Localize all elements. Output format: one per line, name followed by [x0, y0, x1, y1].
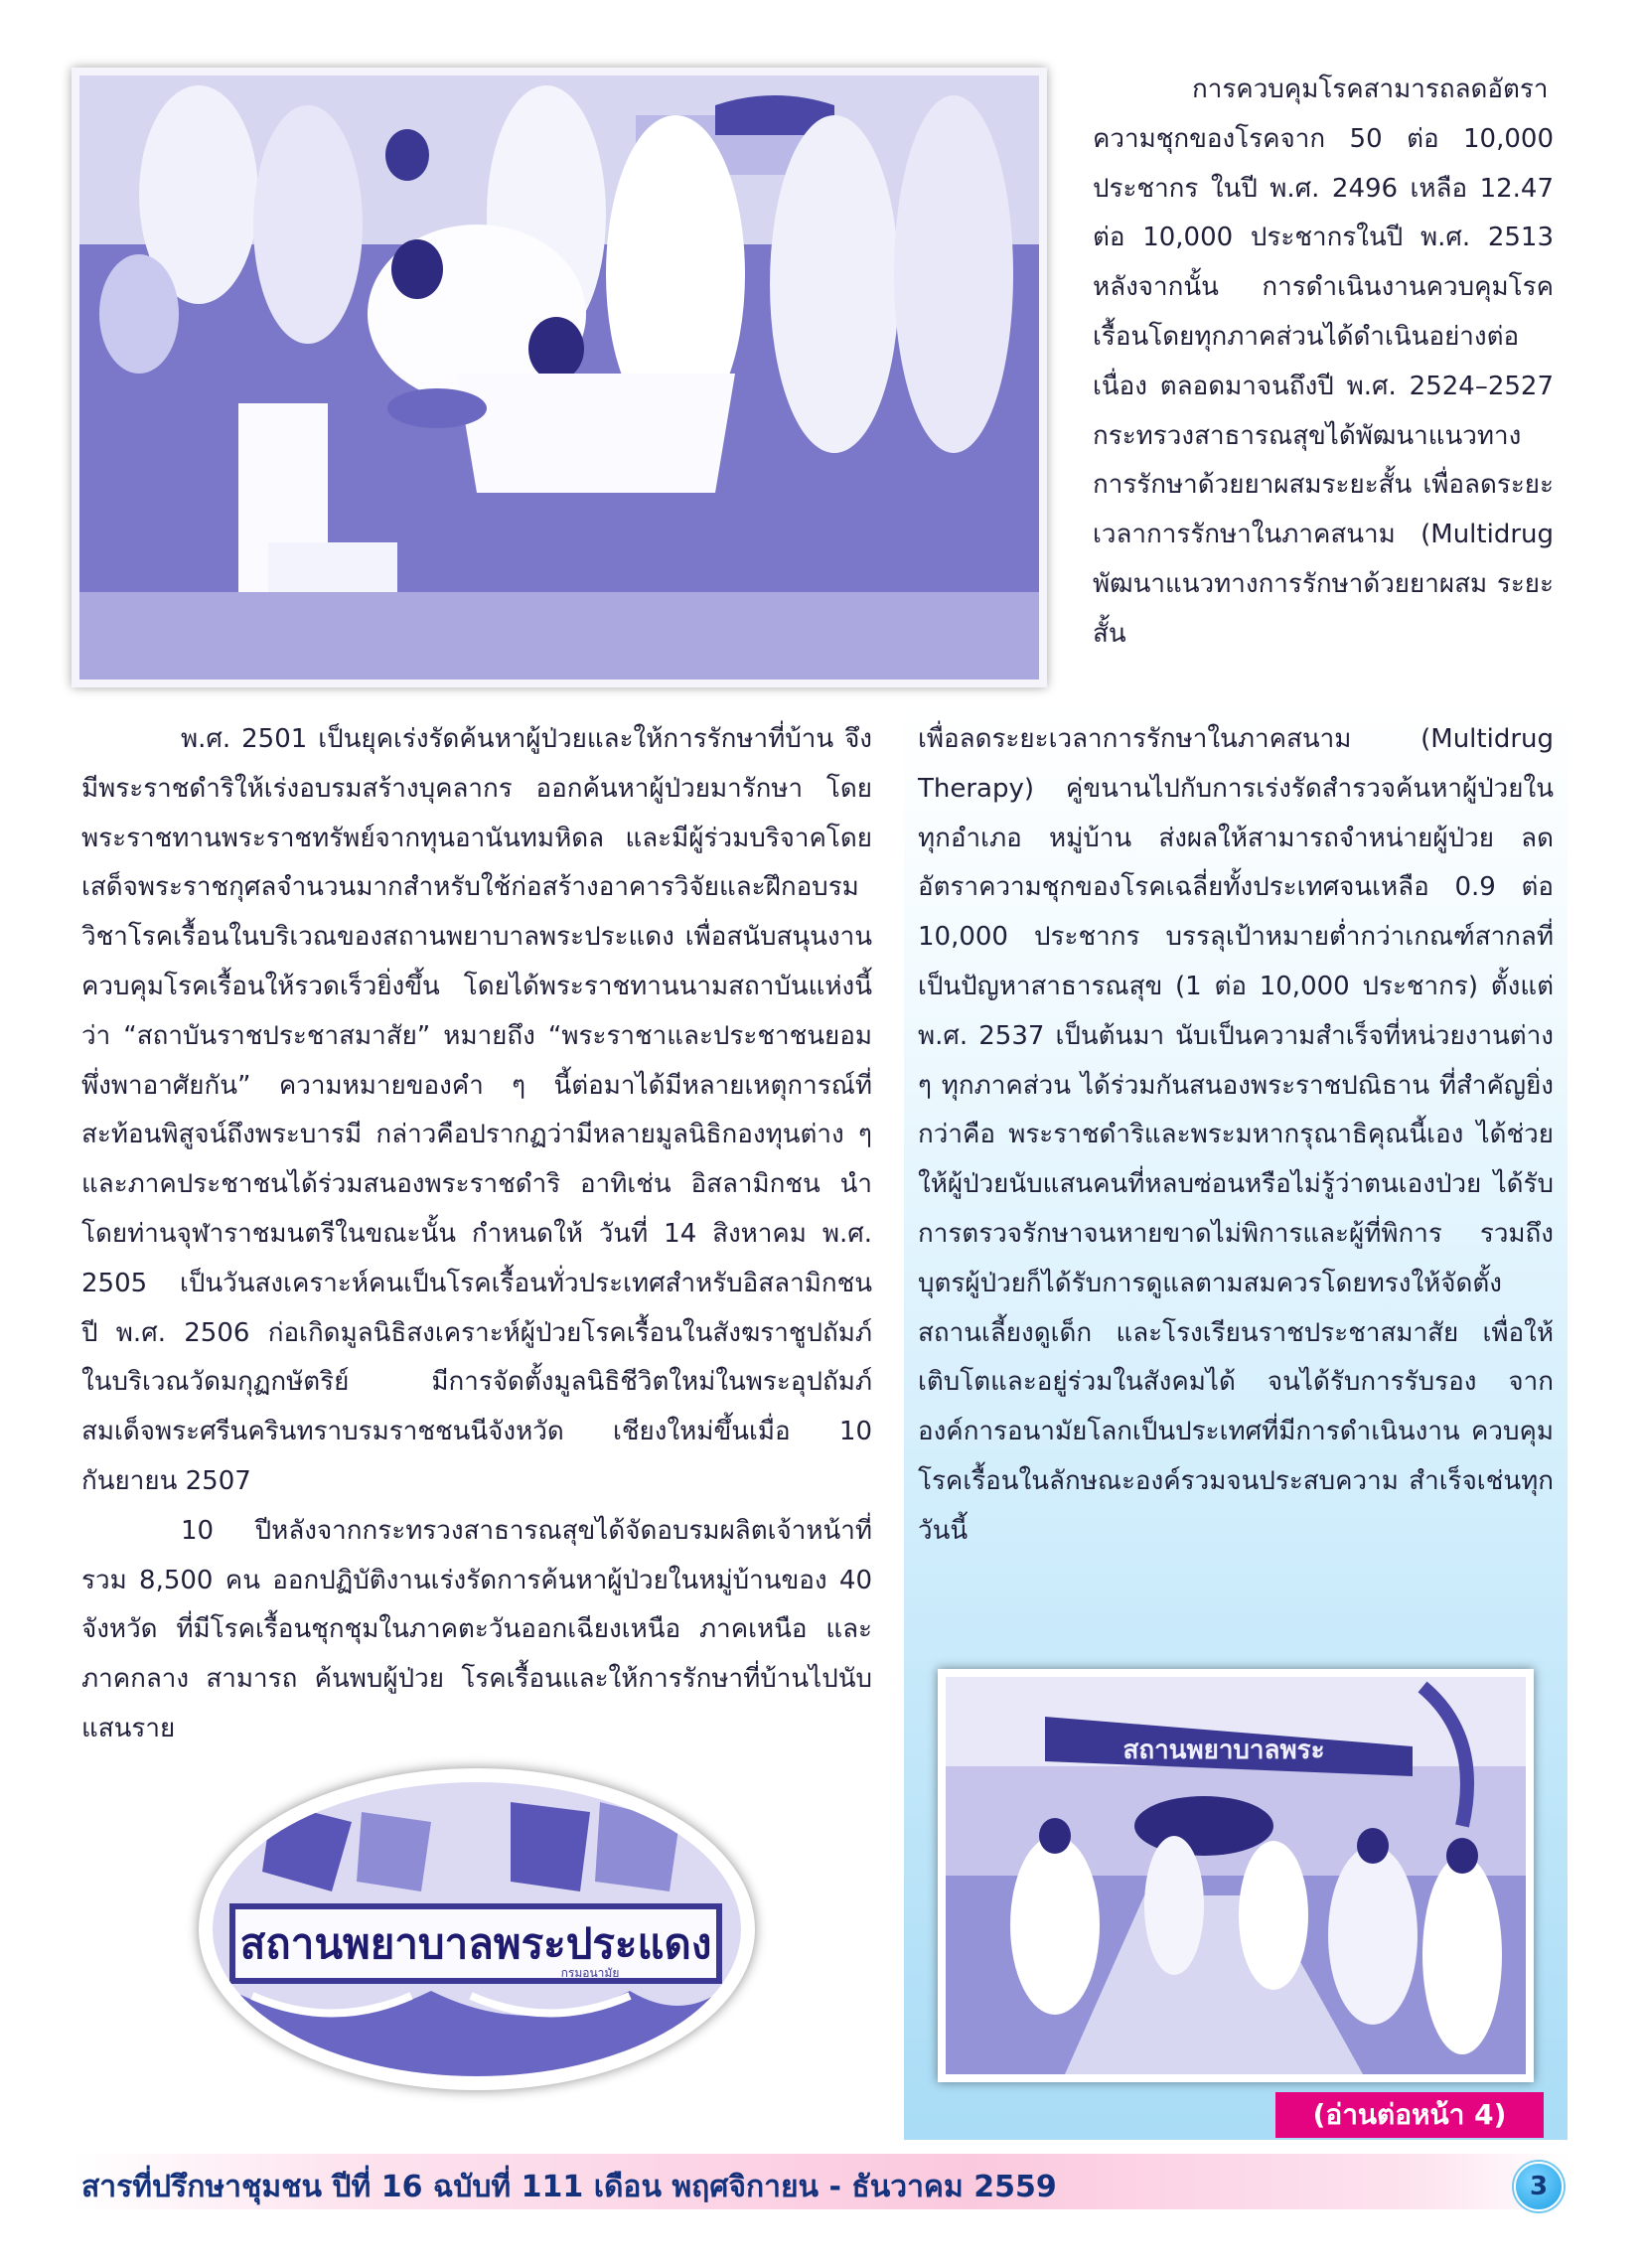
right-column	[918, 715, 1554, 1557]
hospital-sign-text: สถานพยาบาลพระประแดง	[239, 1919, 712, 1968]
left-paragraph-1: พ.ศ. 2501 เป็นยุคเร่งรัดค้นหาผู้ป่วยและให้การรักษาที่บ้าน จึงมีพระราชดำริให้เร่งอบรมสร้างบุคลากร ออกค้นหาผู้ป่วยมารักษา โดยพระราชทานพระราชทรัพย์จากทุนอานันทมหิดล และมีผู้ร่วมบริจาคโดยเสด็จพระราชกุศลจำนวนมากสำหรับใช้ก่อสร้างอาคารวิจัยและฝึกอบรมวิชาโรคเรื้อนในบริเวณของสถานพยาบาลพระประแดง เพื่อสนับสนุนงานควบคุมโรคเรื้อนให้รวดเร็วยิ่งขึ้น โดยได้พระราชทานนามสถาบันแห่งนี้ว่า “สถาบันราชประชาสมาสัย” หมายถึง “พระราชาและประชาชนยอมพึ่งพาอาศัยกัน” ความหมายของคำ ๆ นี้ต่อมาได้มีหลายเหตุการณ์ที่สะท้อนพิสูจน์ถึงพระบารมี กล่าวคือปรากฏว่ามีหลายมูลนิธิกองทุนต่าง ๆ และภาคประชาชนได้ร่วมสนองพระราชดำริ อาทิเช่น อิสลามิกชน นำโดยท่านจุฬาราชมนตรีในขณะนั้น กำหนดให้ วันที่ 14 สิงหาคม พ.ศ. 2505 เป็นวันสงเคราะห์คนเป็นโรคเรื้อนทั่วประเทศสำหรับอิสลามิกชน ปี พ.ศ. 2506 ก่อเกิดมูลนิธิสงเคราะห์ผู้ป่วยโรคเรื้อนในสังฆราชูปถัมภ์ ในบริเวณวัดมกุฏกษัตริย์ มีการจัดตั้งมูลนิธิชีวิตใหม่ในพระอุปถัมภ์ สมเด็จพระศรีนครินทราบรมราชชนนีจังหวัด เชียงใหม่ขึ้นเมื่อ 10 กันยายน 2507	[81, 724, 872, 1496]
hospital-sign-image	[213, 1782, 741, 2076]
procession-image	[946, 1677, 1526, 2074]
ceremony-photo	[72, 68, 1047, 687]
continue-on-page-badge: (อ่านต่อหน้า 4)	[1275, 2092, 1544, 2138]
procession-photo	[938, 1669, 1534, 2082]
right-paragraph: เพื่อลดระยะเวลาการรักษาในภาคสนาม (Multidrug Therapy) คู่ขนานไปกับการเร่งรัดสำรวจค้นหาผู้ป่วยในทุกอำเภอ หมู่บ้าน ส่งผลให้สามารถจำหน่ายผู้ป่วย ลดอัตราความชุกของโรคเฉลี่ยทั้งประเทศจนเหลือ 0.9 ต่อ 10,000 ประชากร บรรลุเป้าหมายต่ำกว่าเกณฑ์สากลที่เป็นปัญหาสาธารณสุข (1 ต่อ 10,000 ประชากร) ตั้งแต่ พ.ศ. 2537 เป็นต้นมา นับเป็นความสำเร็จที่หน่วยงานต่าง ๆ ทุกภาคส่วน ได้ร่วมกันสนองพระราชปณิธาน ที่สำคัญยิ่งกว่าคือ พระราชดำริและพระมหากรุณาธิคุณนี้เอง ได้ช่วยให้ผู้ป่วยนับแสนคนที่หลบซ่อนหรือไม่รู้ว่าตนเองป่วย ได้รับการตรวจรักษาจนหายขาดไม่พิการและผู้ที่พิการ รวมถึงบุตรผู้ป่วยก็ได้รับการดูแลตามสมควรโดยทรงให้จัดตั้งสถานเลี้ยงดูเด็ก และโรงเรียนราชประชาสมาสัย เพื่อให้เติบโตและอยู่ร่วมในสังคมได้ จนได้รับการรับรอง จากองค์การอนามัยโลกเป็นประเทศที่มีการดำเนินงาน ควบคุมโรคเรื้อนในลักษณะองค์รวมจนประสบความ สำเร็จเช่นทุกวันนี้	[918, 724, 1554, 1546]
ceremony-photo-image	[79, 76, 1039, 680]
intro-paragraph: การควบคุมโรคสามารถลดอัตราความชุกของโรคจาก 50 ต่อ 10,000 ประชากร ในปี พ.ศ. 2496 เหลือ 12.47 ต่อ 10,000 ประชากรในปี พ.ศ. 2513 หลังจากนั้น การดำเนินงานควบคุมโรคเรื้อนโดยทุกภาคส่วนได้ดำเนินอย่างต่อเนื่อง ตลอดมาจนถึงปี พ.ศ. 2524–2527 กระทรวงสาธารณสุขได้พัฒนาแนวทางการรักษาด้วยยาผสมระยะสั้น เพื่อลดระยะเวลาการรักษาในภาคสนาม (Multidrug พัฒนาแนวทางการรักษาด้วยยาผสม ระยะสั้น	[1093, 75, 1554, 649]
intro-column	[1093, 66, 1554, 660]
left-paragraph-2: 10 ปีหลังจากกระทรวงสาธารณสุขได้จัดอบรมผลิตเจ้าหน้าที่ รวม 8,500 คน ออกปฏิบัติงานเร่งรัดการค้นหาผู้ป่วยในหมู่บ้านของ 40 จังหวัด ที่มีโรคเรื้อนชุกชุมในภาคตะวันออกเฉียงเหนือ ภาคเหนือ และภาคกลาง สามารถ ค้นพบผู้ป่วย โรคเรื้อนและให้การรักษาที่บ้านไปนับ แสนราย	[81, 1515, 872, 1743]
page-number: 3	[1514, 2162, 1564, 2211]
left-column	[81, 715, 872, 1754]
procession-sign-text: สถานพยาบาลพระ	[1122, 1736, 1325, 1765]
hospital-subsign-text: กรมอนามัย	[560, 1966, 620, 1980]
footer-publication: สารที่ปรึกษาชุมชน ปีที่ 16 ฉบับที่ 111 เดือน พฤศจิกายน - ธันวาคม 2559	[81, 2170, 1057, 2204]
hospital-sign-photo	[199, 1768, 755, 2090]
